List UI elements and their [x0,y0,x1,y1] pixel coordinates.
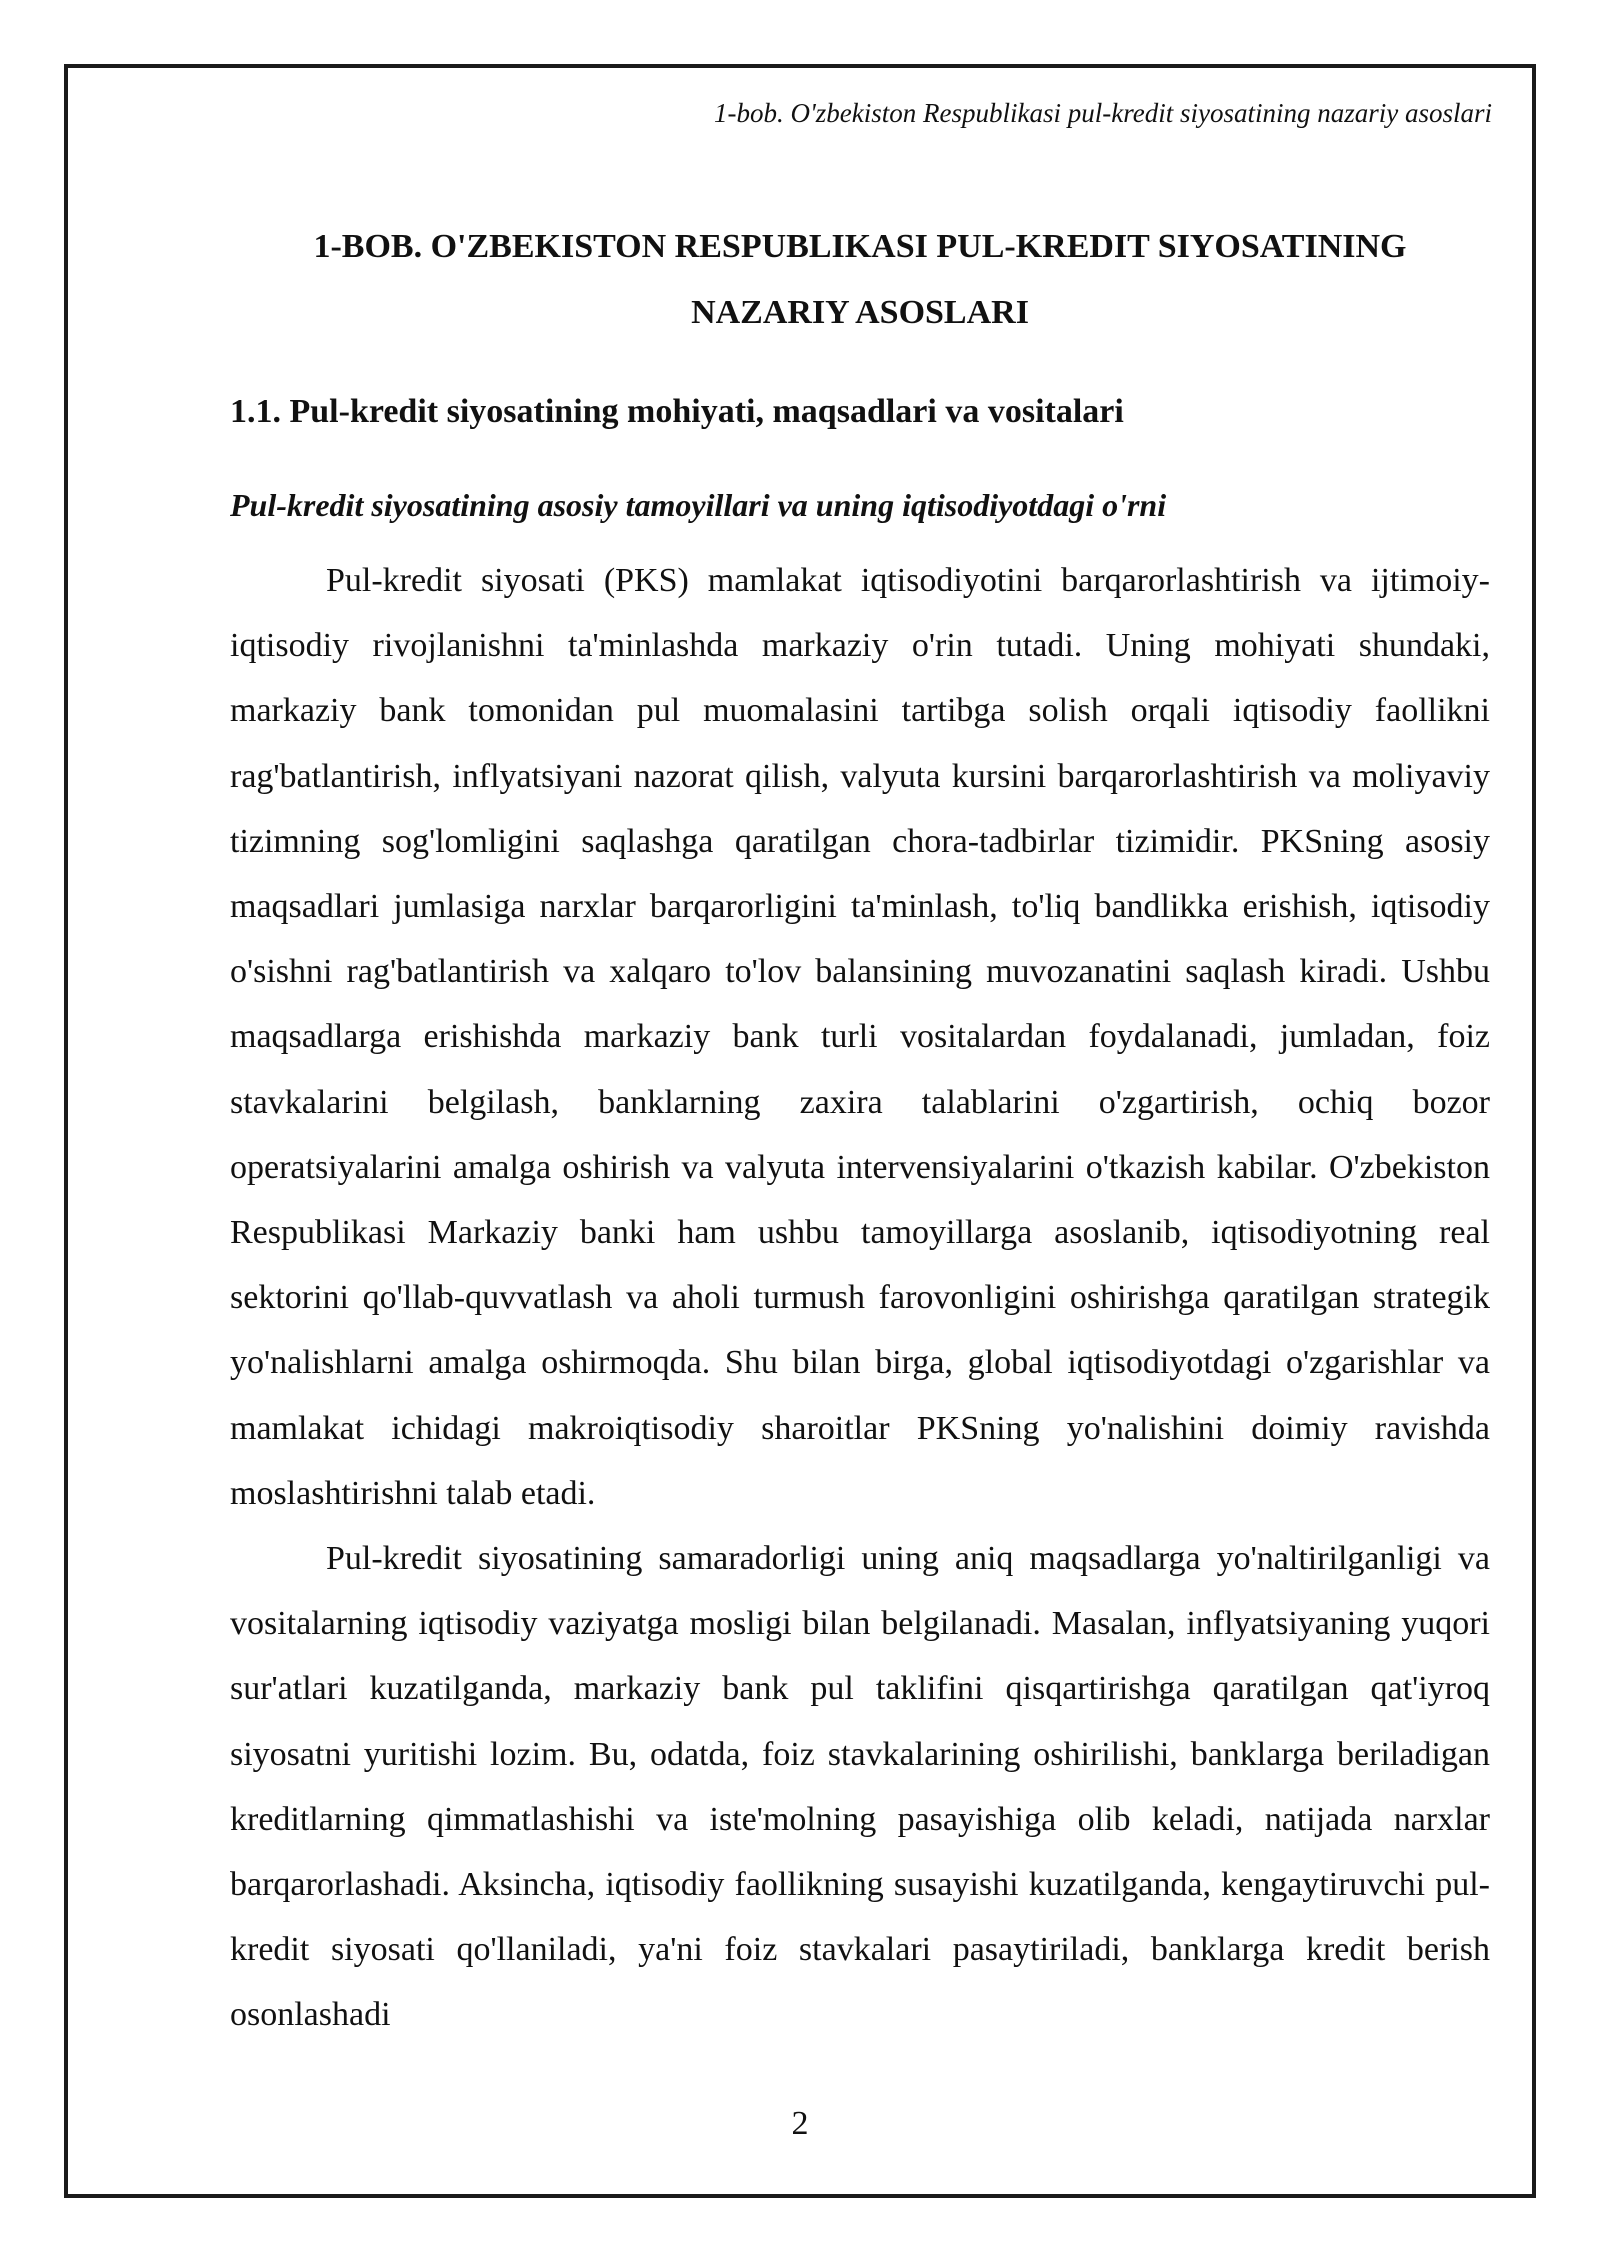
subsection-title: Pul-kredit siyosatining asosiy tamoyillari va uning iqtisodiyotdagi o'rni [230,487,1167,523]
running-header: 1-bob. O'zbekiston Respublikasi pul-kredit siyosatining nazariy asoslari [714,98,1492,128]
paragraph: Pul-kredit siyosati (PKS) mamlakat iqtisodiyotini barqarorlashtirish va ijtimoiy-iqtisodiy rivojlanishni ta'minlashda markaziy o'rin tutadi. Uning mohiyati shundaki, markaziy bank tomonidan pul muomalasini tartibga solish orqali iqtisodiy faollikni rag'batlantirish, inflyatsiyani nazorat qilish, valyuta kursini barqarorlashtirish va moliyaviy tizimning sog'lomligini saqlashga qaratilgan chora-tadbirlar tizimidir. PKSning asosiy maqsadlari jumlasiga narxlar barqarorligini ta'minlash, to'liq bandlikka erishish, iqtisodiy o'sishni rag'batlantirish va xalqaro to'lov balansining muvozanatini saqlash kiradi. Ushbu maqsadlarga erishishda markaziy bank turli vositalardan foydalanadi, jumladan, foiz stavkalarini belgilash, banklarning zaxira talablarini o'zgartirish, ochiq bozor operatsiyalarini amalga oshirish va valyuta intervensiyalarini o'tkazish kabilar. O'zbekiston Respublikasi Markaziy banki ham ushbu tamoyillarga asoslanib, iqtisodiyotning real sektorini qo'llab-quvvatlash va aholi turmush farovonligini oshirishga qaratilgan strategik yo'nalishlarni amalga oshirmoqda. Shu bilan birga, global iqtisodiyotdagi o'zgarishlar va mamlakat ichidagi makroiqtisodiy sharoitlar PKSning yo'nalishini doimiy ravishda moslashtirishni talab etadi. [230,562,1490,1512]
chapter-title: 1-BOB. O'ZBEKISTON RESPUBLIKASI PUL-KREDIT SIYOSATINING NAZARIY ASOSLARI [313,228,1407,331]
section-title: 1.1. Pul-kredit siyosatining mohiyati, maqsadlari va vositalari [230,393,1124,430]
page-number: 2 [791,2105,809,2142]
paragraph: Pul-kredit siyosatining samaradorligi uning aniq maqsadlarga yo'naltirilganligi va vositalarning iqtisodiy vaziyatga mosligi bilan belgilanadi. Masalan, inflyatsiyaning yuqori sur'atlari kuzatilganda, markaziy bank pul taklifini qisqartirishga qaratilgan qat'iyroq siyosatni yuritishi lozim. Bu, odatda, foiz stavkalarining oshirilishi, banklarga beriladigan kreditlarning qimmatlashishi va iste'molning pasayishiga olib keladi, natijada narxlar barqarorlashadi. Aksincha, iqtisodiy faollikning susayishi kuzatilganda, kengaytiruvchi pul-kredit siyosati qo'llaniladi, ya'ni foiz stavkalari pasaytiriladi, banklarga kredit berish osonlashadi [230,1540,1490,2034]
body-text [230,548,1490,2048]
